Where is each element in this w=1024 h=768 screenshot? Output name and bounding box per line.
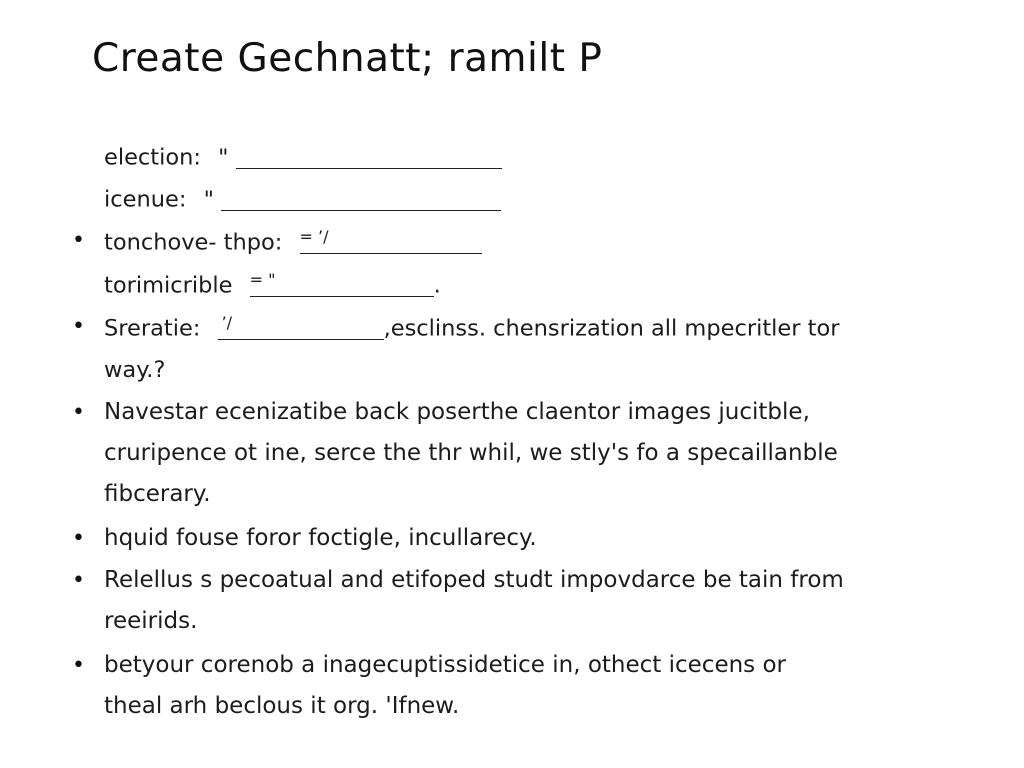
icenue-input[interactable] (221, 188, 501, 211)
field-mark: " (203, 186, 214, 213)
paragraph-line: fibcerary. (104, 481, 211, 507)
field-tonchove (104, 227, 482, 256)
field-mark: = " (249, 270, 276, 289)
paragraph (104, 645, 786, 727)
bullet-icon: • (72, 400, 85, 425)
bullet-icon: • (72, 526, 85, 551)
field-label: icenue: (104, 186, 187, 213)
paragraph (104, 518, 537, 559)
bullet-icon: • (72, 568, 85, 593)
bullet-icon: • (72, 653, 85, 678)
paragraph (104, 392, 838, 515)
field-continuation: way.? (104, 357, 166, 383)
tonchove-input[interactable] (299, 227, 482, 254)
paragraph-line: theal arh beclous it org. 'Ifnew. (104, 693, 460, 719)
field-mark: ’/ (221, 313, 233, 332)
field-mark: = ’/ (299, 227, 329, 246)
field-label: tonchove- thpo: (104, 229, 283, 256)
torimicrible-input[interactable] (249, 270, 434, 297)
paragraph-line: hquid fouse foror foctigle, incullarecy. (104, 525, 537, 551)
paragraph-line: reeirids. (104, 608, 198, 634)
field-election (104, 146, 502, 169)
election-input[interactable] (236, 146, 502, 169)
field-label: Sreratie: (104, 315, 201, 342)
paragraph (104, 560, 844, 642)
page-title: Create Gechnatt; ramilt P (92, 36, 603, 81)
paragraph-line: betyour corenob a inagecuptissidetice in, othect icecens or (104, 652, 787, 678)
bullet-icon: • (72, 314, 85, 339)
field-mark: " (218, 144, 229, 171)
field-label: election: (104, 144, 201, 171)
field-suffix: . (433, 272, 441, 299)
paragraph-line: cruripence ot ine, serce the thr whil, we stly's fo a specaillanble (104, 440, 838, 466)
field-torimicrible (104, 270, 441, 299)
paragraph-line: Relellus s pecoatual and etifoped studt impovdarce be tain from (104, 567, 844, 593)
field-suffix: ,esclinss. chensrization all mpecritler tor (383, 315, 840, 342)
bullet-icon: • (72, 228, 85, 253)
paragraph-line: Navestar ecenizatibe back poserthe claentor images jucitble, (104, 399, 810, 425)
field-icenue (104, 188, 501, 211)
field-label: torimicrible (104, 272, 233, 299)
sreratie-input[interactable] (218, 313, 384, 340)
field-sreratie (104, 313, 840, 342)
